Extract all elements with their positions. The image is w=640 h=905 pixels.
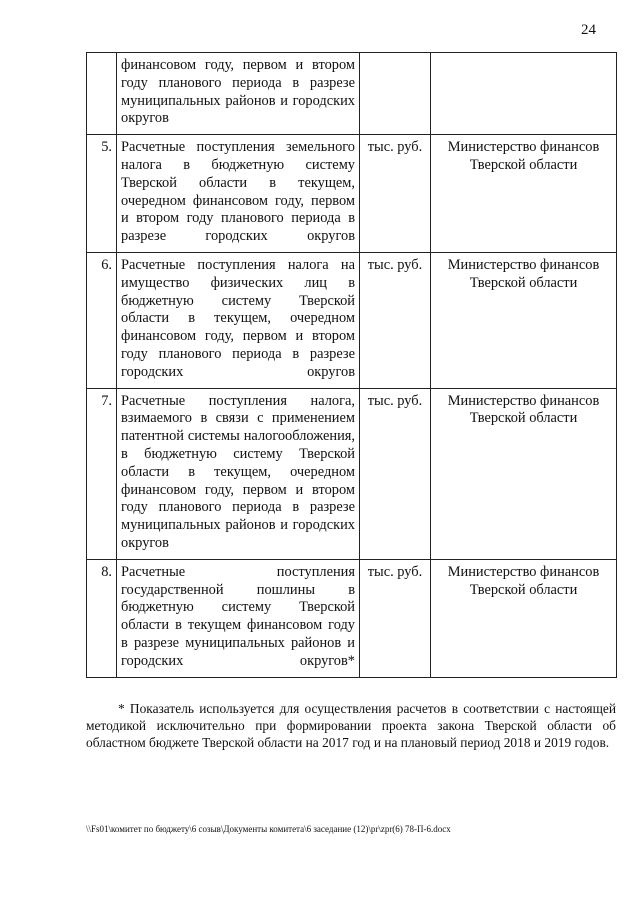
data-source: Министерство финансов Тверской области (431, 252, 617, 388)
row-number: 8. (87, 559, 117, 677)
table-row (87, 135, 617, 253)
indicator-name: финансовом году, первом и втором году планового периода в разрезе муниципальных районов и городских округов (117, 53, 360, 135)
table-row (87, 388, 617, 559)
indicator-table (86, 52, 617, 678)
footnote (86, 700, 616, 751)
table-row (87, 252, 617, 388)
row-number (87, 53, 117, 135)
data-source: Министерство финансов Тверской области (431, 135, 617, 253)
indicator-name: Расчетные поступления налога на имущество физических лиц в бюджетную систему Тверской области в текущем, очередном финансовом году, первом и втором году планового периода в разрезе городских округов (117, 252, 360, 388)
indicator-name: Расчетные поступления земельного налога в бюджетную систему Тверской области в текущем, очередном финансовом году, первом и втором году планового периода в разрезе городских округов (117, 135, 360, 253)
unit (360, 53, 431, 135)
row-number: 7. (87, 388, 117, 559)
unit: тыс. руб. (360, 135, 431, 253)
indicator-name: Расчетные поступления налога, взимаемого в связи с применением патентной системы налогообложения, в бюджетную систему Тверской области в текущем, очередном финансовом году, первом и втором году планового периода в разрезе муниципальных районов и городских округов (117, 388, 360, 559)
page-number: 24 (581, 22, 596, 38)
unit: тыс. руб. (360, 559, 431, 677)
footnote-text: * Показатель используется для осуществления расчетов в соответствии с настоящей методикой исключительно при формировании проекта закона Тверской области об областном бюджете Тверской области на 2017 год и на плановый период 2018 и 2019 годов. (86, 701, 616, 750)
file-path: \\Fs01\комитет по бюджету\6 созыв\Документы комитета\6 заседание (12)\pr\zpr(6) 78-П-6.docx (86, 824, 451, 834)
indicator-name: Расчетные поступления государственной пошлины в бюджетную систему Тверской области в текущем финансовом году в разрезе муниципальных районов и городских округов* (117, 559, 360, 677)
unit: тыс. руб. (360, 388, 431, 559)
data-source: Министерство финансов Тверской области (431, 559, 617, 677)
row-number: 6. (87, 252, 117, 388)
data-source: Министерство финансов Тверской области (431, 388, 617, 559)
table-row (87, 559, 617, 677)
table-row (87, 53, 617, 135)
data-source (431, 53, 617, 135)
unit: тыс. руб. (360, 252, 431, 388)
row-number: 5. (87, 135, 117, 253)
